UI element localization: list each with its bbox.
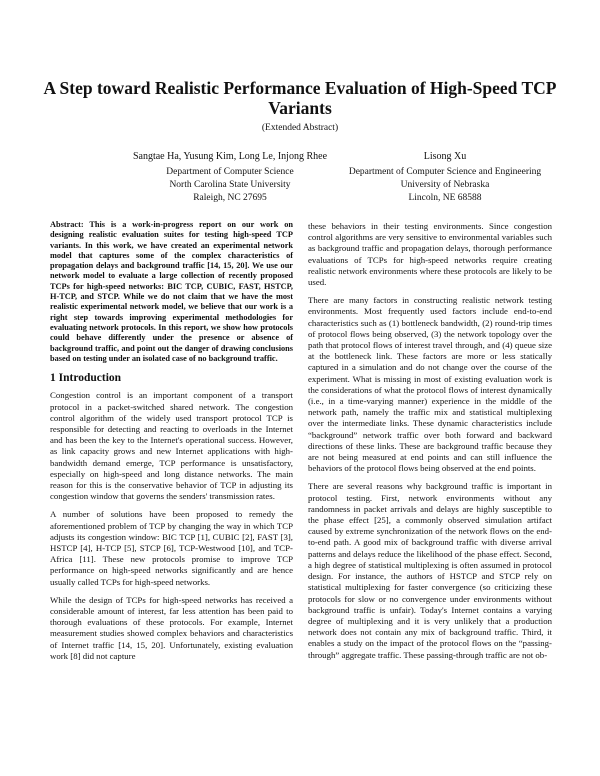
right-column (308, 221, 552, 668)
section-heading-introduction: 1 Introduction (50, 372, 122, 385)
paragraph: There are many factors in constructing realistic network testing environments. Most frequently used factors include end-to-end characteristics such as (1) bottleneck bandwidth, (2) round-trip times of protocol flows being observed, (3) the network topology over the path that protocol flows of interest travel through, and (4) queue size at the bottleneck link. These factors are more or less statically captured in a simulation and do not change over the course of the experiment. What is missing in most of existing evaluation work is the considerations of what the protocol flows of interest dynamically (i.e., in a time-varying manner) experience in the middle of the network path, namely the traffic mix and statistical multiplexing over the intermediate links. These dynamic characteristics include “background” network traffic over both forward and backward directions of these links. These are background traffic because they are not being measured at end points and can still influence the behaviors of the protocol flows being observed at the end points. (308, 295, 552, 474)
paper-title: A Step toward Realistic Performance Evaluation of High-Speed TCP Variants (43, 78, 557, 118)
left-column (50, 220, 293, 669)
author-block-right (325, 150, 565, 205)
paragraph: Congestion control is an important component of a transport protocol in a packet-switched shared network. The congestion control algorithm of the widely used transport protocol TCP is responsible for detecting and reacting to overloads in the Internet and has been the key to the Internet's operational success. However, as link capacity grows and new Internet applications with high-bandwidth demand emerge, TCP performance is unsatisfactory, especially on high-speed and long distance networks. The main reason for this is the conservative behavior of TCP in adjusting its congestion window that governs the senders' transmission rates. (50, 390, 293, 502)
paper-subtitle: (Extended Abstract) (261, 123, 339, 133)
author-university: University of Nebraska (400, 180, 490, 190)
paragraph: these behaviors in their testing environments. Since congestion control algorithms are very sensitive to environmental variables such as background traffic and propagation delays, thorough performance evaluations of TCPs for high-speed networks require creating realistic network environments where these protocols are likely to be used. (308, 221, 552, 288)
author-city: Raleigh, NC 27695 (193, 193, 267, 203)
paragraph: A number of solutions have been proposed to remedy the aforementioned problem of TCP by changing the way in which TCP adjusts its congestion window: BIC TCP [1], CUBIC [2], FAST [3], HSTCP [4], H-TCP [5], STCP [6], TCP-Westwood [10], and TCP-Africa [11]. These new protocols promise to improve TCP performance on high-speed networks significantly and are hence usually called TCPs for high-speed networks. (50, 509, 293, 587)
author-department: Department of Computer Science and Engineering (348, 167, 542, 177)
paragraph: While the design of TCPs for high-speed networks has received a considerable amount of interest, far less attention has been paid to thorough evaluations of these protocols. For example, Internet measurement studies showed complex behaviors and characteristics of Internet traffic [14, 15, 20]. Unfortunately, existing evaluation work [8] did not capture (50, 594, 293, 661)
author-names: Lisong Xu (423, 151, 467, 162)
author-city: Lincoln, NE 68588 (408, 193, 482, 203)
author-university: North Carolina State University (169, 180, 291, 190)
abstract: Abstract: This is a work-in-progress report on our work on designing realistic evaluation suites for testing high-speed TCP variants. In this work, we have created an experimental network model that captures some of the complex characteristics of propagation delays and background traffic [14, 15, 20]. We use our network model to evaluate a large collection of recently proposed TCPs for high-speed networks: BIC TCP, CUBIC, FAST, HSTCP, H-TCP, and STCP. While we do not claim that we have the most realistic experimental network model, we believe that our work is a right step towards improving experimental methodologies for evaluating network protocols. In this report, we show how protocols could behave differently under the presence or absence of background traffic, and point out the danger of drawing conclusions based on testing under an isolated case of no background traffic. (50, 220, 293, 363)
author-department: Department of Computer Science (166, 167, 294, 177)
author-names: Sangtae Ha, Yusung Kim, Long Le, Injong Rhee (132, 151, 328, 162)
paragraph: There are several reasons why background traffic is important in protocol testing. First, network environments without any randomness in packet arrivals and delays are highly susceptible to the phase effect [25], a commonly observed simulation artifact caused by extreme synchronization of the network flows on the end-to-end path. A good mix of background traffic with diverse arrival patterns and delays reduce the likelihood of the phase effect. Second, a high degree of statistical multiplexing is often assumed in protocol design. For instance, the authors of HSTCP and STCP rely on statistical multiplexing for faster convergence (so criticizing these protocols for slow or no convergence under environments without background traffic is unfair). Today's Internet contains a varying degree of multiplexing and it is very unlikely that a production network does not contain any mix of background traffic. Third, it enables a study on the impact of the protocol flows on the “passing-through” aggregate traffic. These passing-through traffic are not ob- (308, 481, 552, 660)
author-block-left (100, 150, 360, 205)
